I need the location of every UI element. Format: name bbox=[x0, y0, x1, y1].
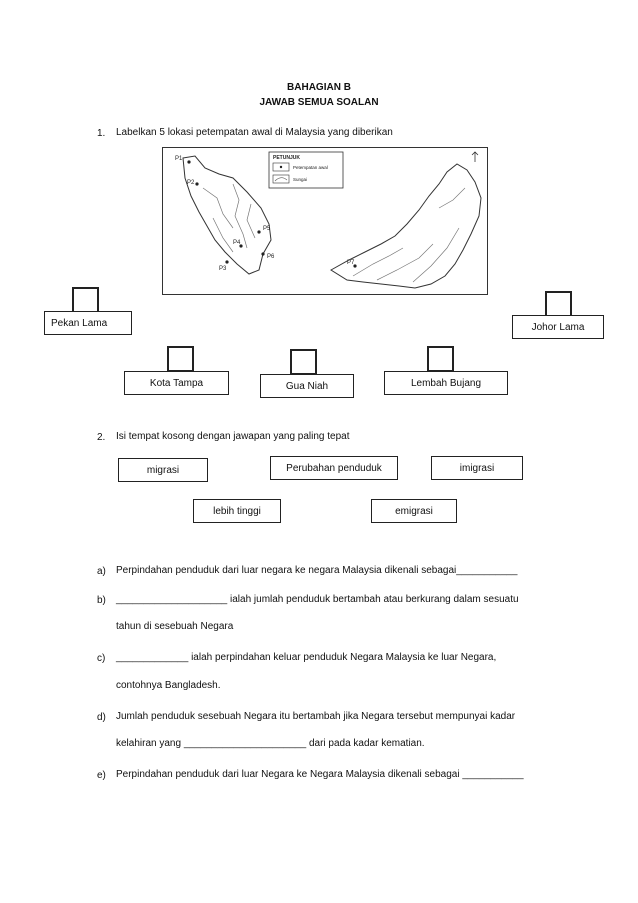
item-e-line1: Perpindahan penduduk dari luar Negara ke Negara Malaysia dikenali sebagai ___________ bbox=[116, 769, 524, 780]
item-c-line1: _____________ ialah perpindahan keluar penduduk Negara Malaysia ke luar Negara, bbox=[116, 652, 497, 663]
river-line bbox=[377, 244, 433, 280]
legend-dot-icon bbox=[280, 166, 282, 168]
map-marker-p2: P2 bbox=[187, 180, 195, 186]
item-e-letter: e) bbox=[97, 770, 106, 781]
legend-item-settlement: Petempatan awal bbox=[293, 165, 328, 170]
item-b-letter: b) bbox=[97, 595, 106, 606]
q2-text: Isi tempat kosong dengan jawapan yang paling tepat bbox=[116, 431, 350, 442]
word-box-perubahan-penduduk: Perubahan penduduk bbox=[270, 456, 398, 480]
answer-box-johor-lama[interactable] bbox=[545, 291, 572, 317]
river-line bbox=[233, 184, 247, 248]
answer-box-pekan-lama[interactable] bbox=[72, 287, 99, 313]
north-arrow-icon bbox=[472, 152, 478, 162]
river-line bbox=[353, 248, 403, 276]
river-line bbox=[413, 228, 459, 282]
q2-number: 2. bbox=[97, 432, 106, 443]
item-c-line2: contohnya Bangladesh. bbox=[116, 680, 221, 691]
borneo-outline bbox=[331, 164, 481, 288]
q1-text: Labelkan 5 lokasi petempatan awal di Malaysia yang diberikan bbox=[116, 127, 393, 138]
answer-box-gua-niah[interactable] bbox=[290, 349, 317, 375]
answer-box-kota-tampa[interactable] bbox=[167, 346, 194, 372]
map-marker-p4: P4 bbox=[233, 240, 241, 246]
label-pekan-lama: Pekan Lama bbox=[44, 311, 132, 335]
section-instruction: JAWAB SEMUA SOALAN bbox=[259, 97, 379, 108]
word-box-lebih-tinggi: lebih tinggi bbox=[193, 499, 281, 523]
settlement-dot bbox=[225, 260, 228, 263]
answer-box-lembah-bujang[interactable] bbox=[427, 346, 454, 372]
settlement-dot bbox=[195, 182, 198, 185]
legend-item-river: Sungai bbox=[293, 177, 308, 182]
river-line bbox=[203, 188, 233, 228]
item-a-line1: Perpindahan penduduk dari luar negara ke negara Malaysia dikenali sebagai___________ bbox=[116, 565, 518, 576]
item-b-line1: ____________________ ialah jumlah penduduk bertambah atau berkurang dalam sesuatu bbox=[116, 594, 519, 605]
word-box-imigrasi: imigrasi bbox=[431, 456, 523, 480]
map-marker-p1: P1 bbox=[175, 156, 183, 162]
peninsular-outline bbox=[183, 156, 271, 274]
settlement-dot bbox=[261, 252, 264, 255]
settlement-dot bbox=[257, 230, 260, 233]
map-marker-p7: P7 bbox=[347, 260, 355, 266]
item-d-letter: d) bbox=[97, 712, 106, 723]
label-lembah-bujang: Lembah Bujang bbox=[384, 371, 508, 395]
river-line bbox=[213, 218, 233, 252]
section-title: BAHAGIAN B bbox=[287, 82, 351, 93]
word-box-emigrasi: emigrasi bbox=[371, 499, 457, 523]
river-line bbox=[439, 188, 465, 208]
river-line bbox=[247, 204, 255, 238]
q1-number: 1. bbox=[97, 128, 106, 139]
malaysia-map bbox=[162, 147, 488, 295]
map-marker-p3: P3 bbox=[219, 266, 227, 272]
map-marker-p5: P5 bbox=[263, 226, 271, 232]
map-drawing bbox=[163, 148, 487, 294]
label-kota-tampa: Kota Tampa bbox=[124, 371, 229, 395]
map-marker-p6: P6 bbox=[267, 254, 275, 260]
label-gua-niah: Gua Niah bbox=[260, 374, 354, 398]
label-johor-lama: Johor Lama bbox=[512, 315, 604, 339]
item-a-letter: a) bbox=[97, 566, 106, 577]
settlement-dot bbox=[187, 160, 190, 163]
item-d-line2: kelahiran yang ______________________ dari pada kadar kematian. bbox=[116, 738, 425, 749]
word-box-migrasi: migrasi bbox=[118, 458, 208, 482]
legend-title: PETUNJUK bbox=[273, 155, 300, 161]
item-c-letter: c) bbox=[97, 653, 106, 664]
item-b-line2: tahun di sesebuah Negara bbox=[116, 621, 234, 632]
item-d-line1: Jumlah penduduk sesebuah Negara itu bertambah jika Negara tersebut mempunyai kadar bbox=[116, 711, 516, 722]
